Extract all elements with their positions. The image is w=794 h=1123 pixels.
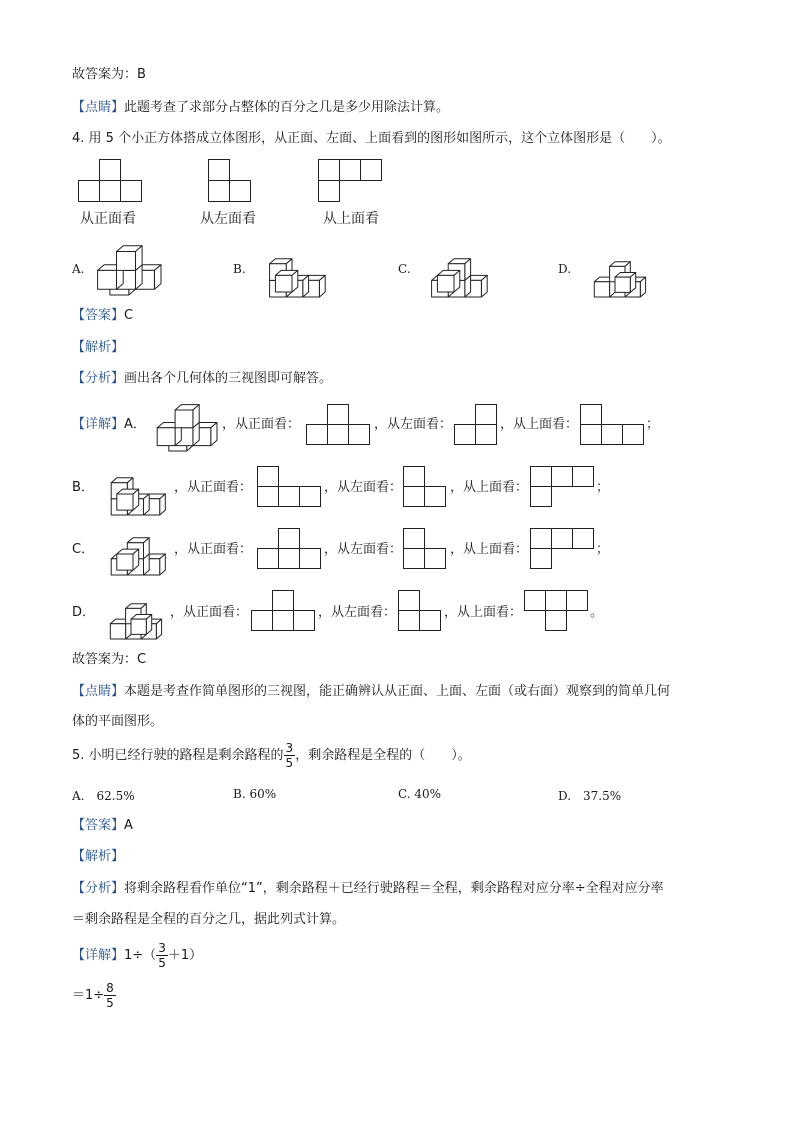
detail-row-c: C． <box>72 542 95 557</box>
q4-answer <box>72 307 133 325</box>
question-5 <box>72 738 471 774</box>
given-top-view <box>318 158 384 204</box>
solid-option-d <box>578 240 652 298</box>
row-b-left-label: ，从左面看： <box>324 480 403 495</box>
row-a-left-view <box>454 404 500 446</box>
row-a-top-label: ，从上面看： <box>500 417 579 432</box>
q4-final-answer: 故答案为：C <box>72 652 147 667</box>
q4-note-line-1 <box>72 683 670 701</box>
q5-numerator: 3 <box>285 741 294 755</box>
analysis-heading: 【解析】 <box>72 340 125 355</box>
solid-option-b <box>252 240 332 298</box>
row-c-top-view <box>530 528 596 570</box>
calc2-denominator: 5 <box>106 996 114 1010</box>
q4-note-line-2: 体的平面图形。 <box>72 714 164 729</box>
q5-text-post: ，剩余路程是全程的（ ）。 <box>295 748 471 763</box>
row-c-left-label: ，从左面看： <box>324 542 403 557</box>
fenxi-text: 画出各个几何体的三视图即可解答。 <box>124 371 333 386</box>
row-d-end: 。 <box>590 605 604 620</box>
cube-front <box>275 275 292 292</box>
cube-front <box>98 270 117 289</box>
answer-value: A <box>124 818 133 833</box>
option-b-label: B. <box>233 262 246 276</box>
row-b-front-view <box>257 466 323 508</box>
cube-front <box>157 428 175 446</box>
row-a-front-view <box>306 404 372 446</box>
q5-answer <box>72 817 133 835</box>
q5-option-b: B. 60% <box>233 787 277 801</box>
calc1-post: ＋1） <box>167 948 203 963</box>
row-c-top-label: ，从上面看： <box>450 542 529 557</box>
calc1-numerator: 3 <box>158 941 166 955</box>
q5-option-d: D. 37.5% <box>558 789 622 803</box>
calc2-pre: ＝1÷ <box>72 988 105 1003</box>
note-tag: 【点睛】 <box>72 684 125 699</box>
fenxi-line <box>72 370 332 388</box>
q5-text-pre: 5. 小明已经行驶的路程是剩余路程的 <box>72 748 284 763</box>
detail-solid-b <box>94 460 172 516</box>
label-left-view: 从左面看 <box>200 211 256 227</box>
option-a-label: A. <box>72 262 85 276</box>
fenxi2-line-1 <box>72 880 664 898</box>
fenxi-text: 将剩余路程看作单位“1”，剩余路程＋已经行驶路程＝全程，剩余路程对应分率÷全程对应分率 <box>124 881 664 896</box>
cube-front <box>110 624 125 639</box>
row-b-top-label: ，从上面看： <box>450 480 529 495</box>
given-left-view <box>208 158 254 204</box>
row-d-left-view <box>398 590 444 632</box>
row-d-top-label: ，从上面看： <box>444 605 523 620</box>
row-c-end: ； <box>596 542 610 557</box>
row-a-front-label: ，从正面看： <box>222 417 301 432</box>
answer-value: C <box>124 308 134 323</box>
row-b-left-view <box>403 466 449 508</box>
detail-row-d: D． <box>72 605 96 620</box>
row-c-front-view <box>257 528 323 570</box>
q5-fraction <box>284 741 296 770</box>
note-text: 本题是考查作简单图形的三视图，能正确辨认从正面、上面、左面（或右面）观察到的简单几何 <box>124 684 671 699</box>
detail-tag: 【详解】 <box>72 948 125 963</box>
row-a-left-label: ，从左面看： <box>374 417 453 432</box>
row-letter: A． <box>124 417 146 432</box>
row-d-front-view <box>251 590 317 632</box>
row-a-top-view <box>580 404 646 446</box>
answer-tag: 【答案】 <box>72 818 125 833</box>
calc1-fraction <box>156 941 168 970</box>
calc-line-1 <box>72 938 202 974</box>
cube-front <box>131 619 146 634</box>
label-top-view: 从上面看 <box>323 211 379 227</box>
detail-row-b: B． <box>72 480 94 495</box>
calc2-fraction <box>104 981 116 1010</box>
q5-option-c: C. 40% <box>398 787 442 801</box>
cube-front <box>117 252 136 271</box>
calc1-denominator: 5 <box>158 956 166 970</box>
row-b-end: ； <box>596 480 610 495</box>
previous-answer: 故答案为：B <box>72 67 146 82</box>
note-tag: 【点睛】 <box>72 100 125 115</box>
previous-note <box>72 99 449 117</box>
label-front-view: 从正面看 <box>80 211 136 227</box>
q5-denominator: 5 <box>285 756 294 770</box>
solid-option-c <box>414 240 494 298</box>
question-4: 4. 用 5 个小正方体搭成立体图形，从正面、左面、上面看到的图形如图所示，这个立体图形是（ ）。 <box>72 131 671 146</box>
calc-line-2 <box>72 978 116 1014</box>
answer-tag: 【答案】 <box>72 308 125 323</box>
solid-option-a <box>90 242 162 296</box>
row-b-top-view <box>530 466 596 508</box>
cube-front <box>117 554 133 570</box>
cube-front <box>594 282 609 297</box>
row-b-front-label: ，从正面看： <box>174 480 253 495</box>
calc1-pre: 1÷（ <box>124 948 157 963</box>
detail-row-a <box>72 416 146 434</box>
row-c-front-label: ，从正面看： <box>174 542 253 557</box>
cube-front <box>437 275 454 292</box>
analysis-heading-2: 【解析】 <box>72 849 125 864</box>
option-c-label: C. <box>398 262 411 276</box>
detail-solid-a <box>150 400 218 452</box>
cube-front <box>175 410 193 428</box>
row-d-left-label: ，从左面看： <box>318 605 397 620</box>
fenxi2-line-2: ＝剩余路程是全程的百分之几，据此列式计算。 <box>72 912 346 927</box>
row-c-left-view <box>403 528 449 570</box>
detail-solid-c <box>94 520 172 576</box>
cube-front <box>615 277 630 292</box>
fenxi-tag: 【分析】 <box>72 371 125 386</box>
cube-front <box>117 494 133 510</box>
q5-option-a: A. 62.5% <box>72 789 135 803</box>
row-d-front-label: ，从正面看： <box>170 605 249 620</box>
given-front-view <box>78 158 144 204</box>
option-d-label: D. <box>558 262 572 276</box>
row-d-top-view <box>524 590 590 632</box>
note-text: 此题考查了求部分占整体的百分之几是多少用除法计算。 <box>124 100 450 115</box>
row-a-end: ； <box>646 417 660 432</box>
detail-tag: 【详解】 <box>72 417 125 432</box>
fenxi-tag: 【分析】 <box>72 881 125 896</box>
calc2-numerator: 8 <box>106 981 114 995</box>
detail-solid-d <box>94 582 168 640</box>
